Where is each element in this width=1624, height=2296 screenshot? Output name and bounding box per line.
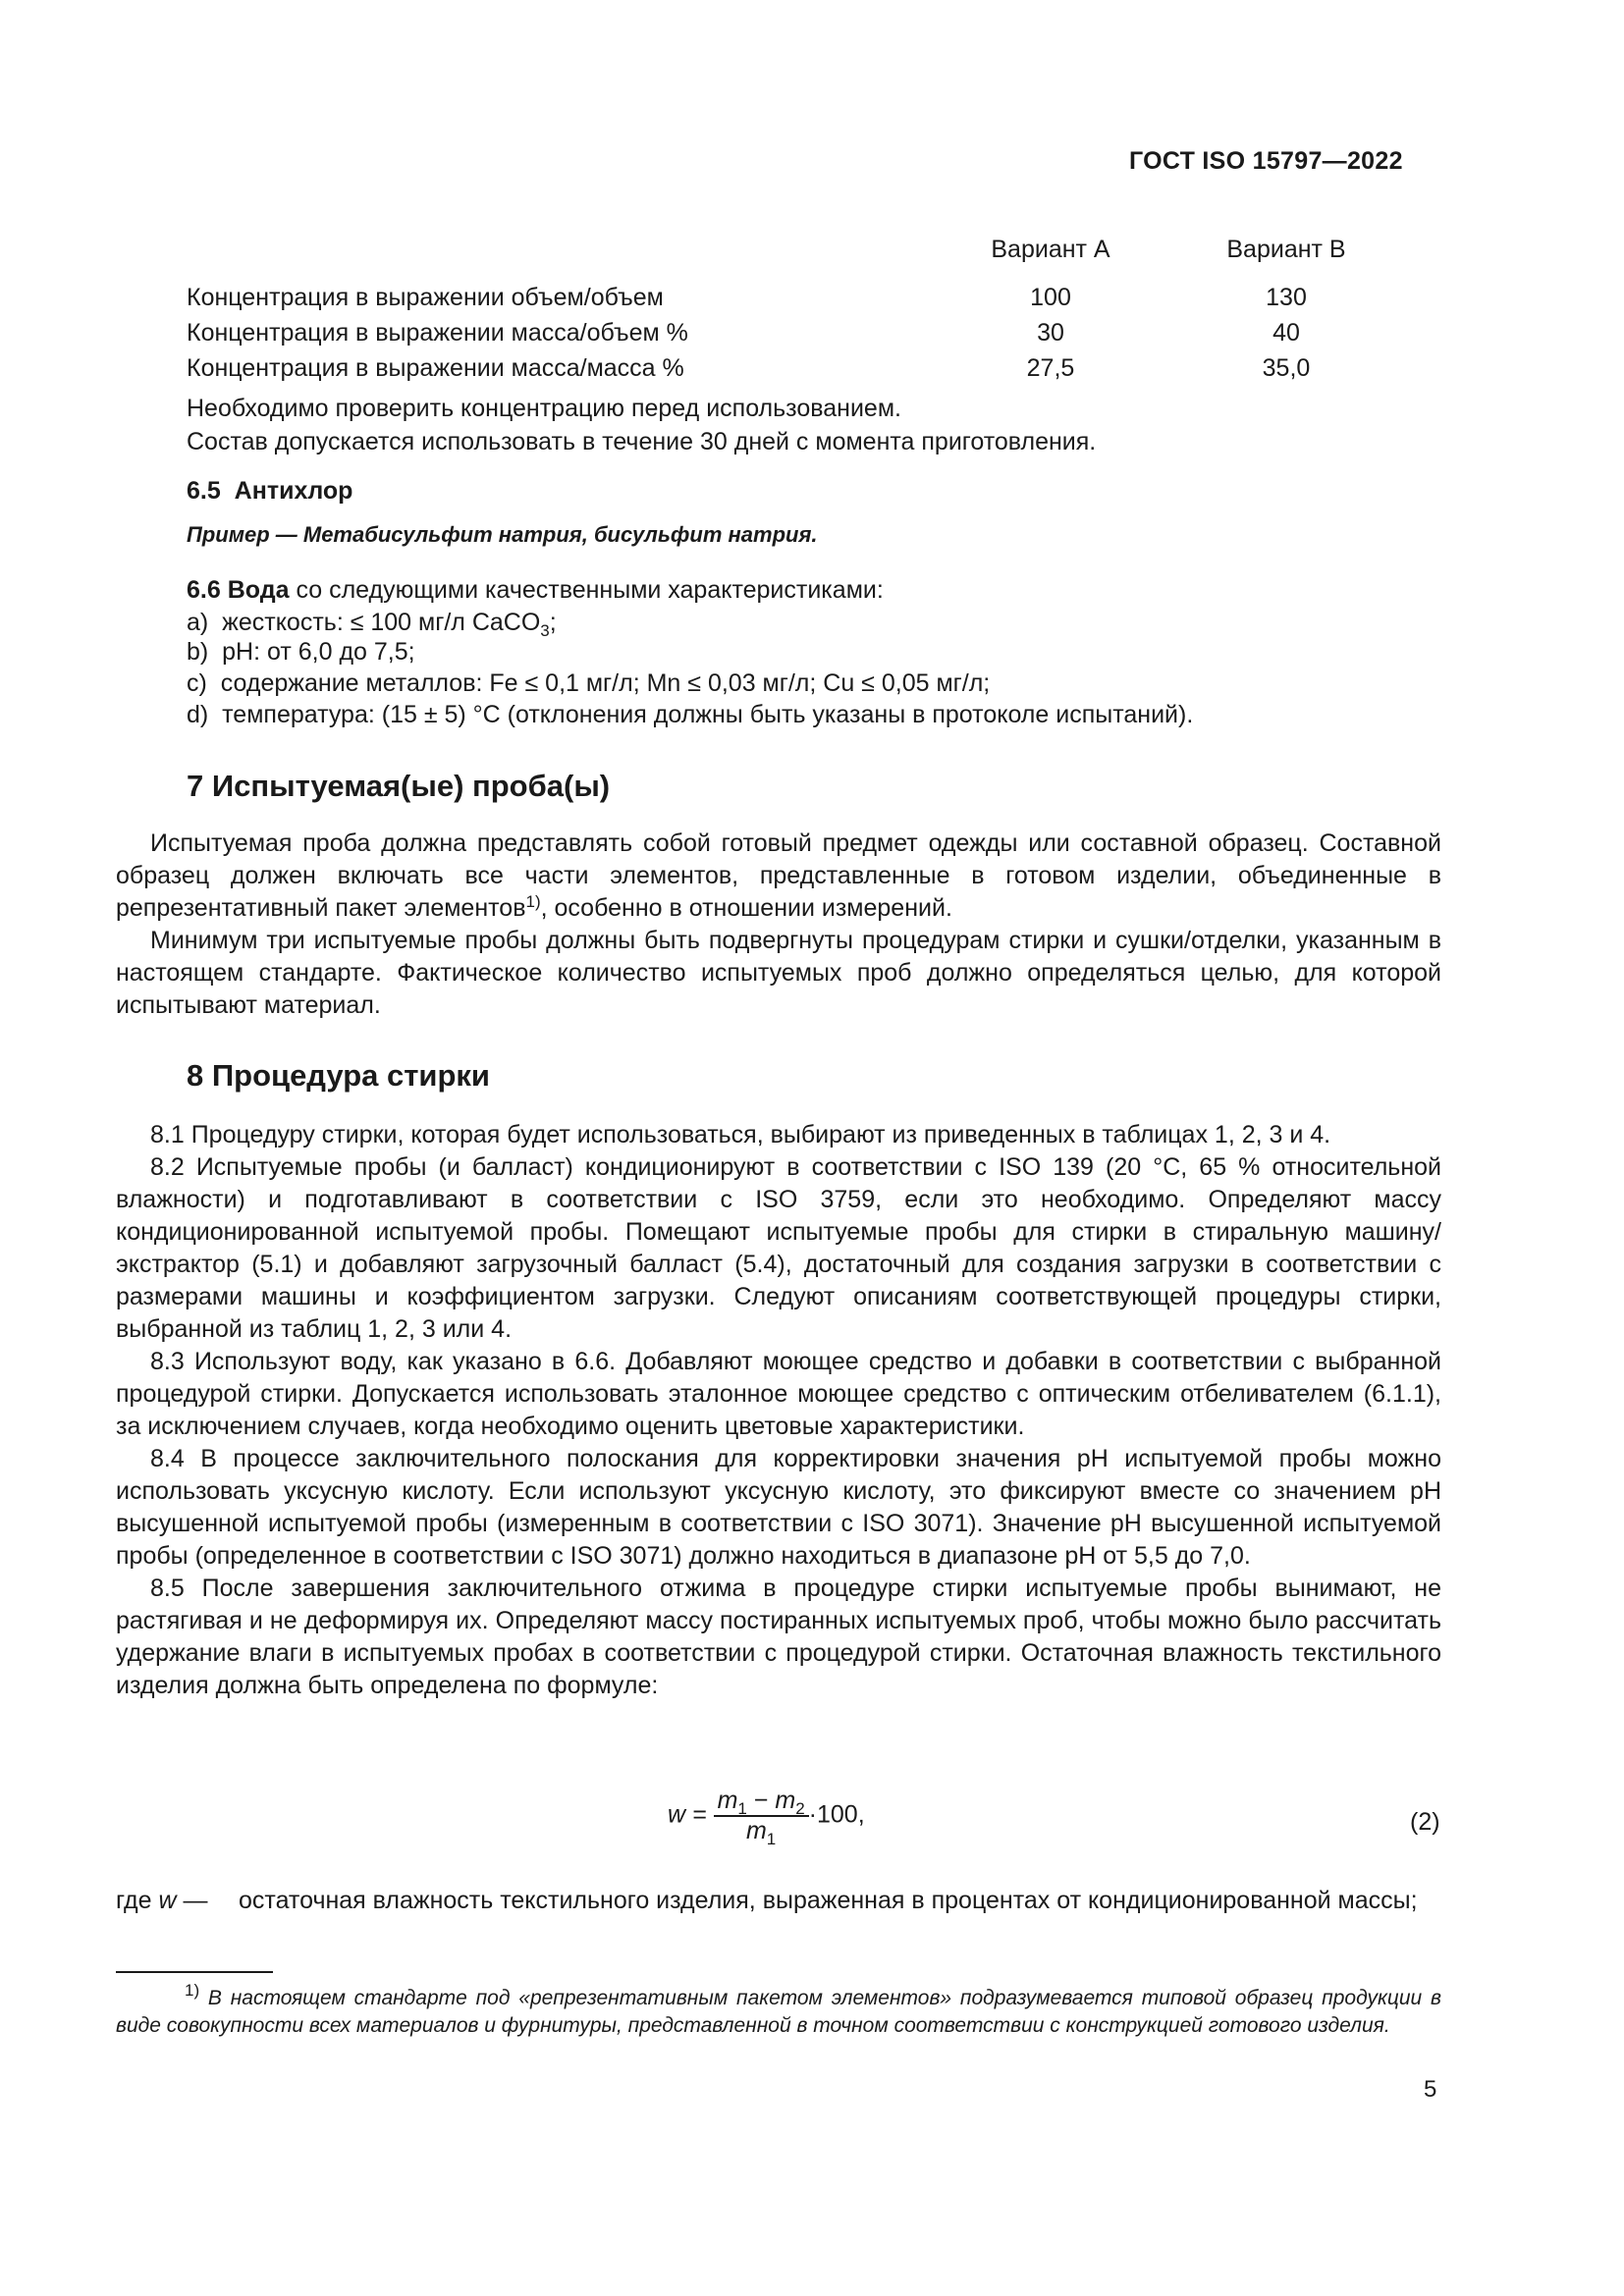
- list-marker: b): [187, 638, 209, 666]
- paragraph-8-1: 8.1 Процедуру стирки, которая будет использоваться, выбирают из приведенных в таблицах 1, 2, 3 и 4.: [150, 1121, 1331, 1148]
- column-header-variant-a: Вариант А: [991, 236, 1110, 263]
- table-cell-a: 100: [1030, 284, 1071, 311]
- footnote: [116, 1981, 1441, 2040]
- where-text: остаточная влажность текстильного изделия, выраженная в процентах от кондиционированной массы;: [239, 1887, 1418, 1914]
- var-m: m: [775, 1787, 796, 1814]
- formula-fraction: [714, 1787, 809, 1848]
- note-shelf-life: Состав допускается использовать в течение 30 дней с момента приготовления.: [187, 428, 1097, 455]
- list-text: температура: (15 ± 5) °C (отклонения должны быть указаны в протоколе испытаний).: [222, 701, 1194, 728]
- paragraph-8-3: 8.3 Используют воду, как указано в 6.6. Добавляют моющее средство и добавки в соответствии с выбранной процедурой стирки. Допускается использовать эталонное моющее средство с оптическим отбеливателем (6.1.1), за исключением случаев, когда необходимо оценить цветовые характеристики.: [116, 1348, 1441, 1440]
- where-word: где: [116, 1887, 152, 1914]
- column-header-variant-b: Вариант В: [1226, 236, 1346, 263]
- page-number: 5: [1424, 2076, 1437, 2103]
- section-title: Вода: [227, 576, 290, 604]
- section-intro-text: со следующими качественными характеристиками:: [289, 576, 884, 604]
- section-number: 6.5: [187, 477, 221, 505]
- list-text: жесткость: ≤ 100 мг/л CaCO: [222, 609, 541, 636]
- list-marker: a): [187, 609, 209, 636]
- note-check-concentration: Необходимо проверить концентрацию перед использованием.: [187, 395, 901, 422]
- list-tail: ;: [549, 609, 557, 636]
- section-7-heading: 7 Испытуемая(ые) проба(ы): [187, 769, 611, 803]
- formula-2: [668, 1787, 865, 1848]
- list-item: [187, 609, 557, 640]
- list-text: pH: от 6,0 до 7,5;: [222, 638, 415, 666]
- table-row-label: Концентрация в выражении объем/объем: [187, 284, 664, 311]
- var-m: m: [717, 1787, 738, 1814]
- where-variable: w: [158, 1887, 177, 1914]
- paragraph-text: Испытуемая проба должна представлять собой готовый предмет одежды или составной образец. Составной образец должен включать все части элементов, представленные в готовом изделии, объединенные в репрезентативный пакет элементов: [116, 829, 1441, 922]
- where-dash: —: [183, 1887, 208, 1914]
- table-cell-b: 130: [1266, 284, 1307, 311]
- list-marker: d): [187, 701, 209, 728]
- list-item: [187, 669, 990, 697]
- minus-sign: −: [746, 1787, 776, 1814]
- section-title: Антихлор: [234, 477, 353, 505]
- table-row-label: Концентрация в выражении масса/объем %: [187, 319, 688, 347]
- formula-tail: ·100,: [808, 1800, 865, 1829]
- footnote-text: [116, 1981, 1441, 2040]
- list-marker: c): [187, 669, 207, 697]
- paragraph-8-2: 8.2 Испытуемые пробы (и балласт) кондиционируют в соответствии с ISO 139 (20 °C, 65 % относительной влажности) и подготавливают в соответствии с ISO 3759, если это необходимо. Определяют массу кондиционированной испытуемой пробы. Помещают испытуемые пробы для стирки в стиральную машину/экстрактор (5.1) и добавляют загрузочный балласт (5.4), достаточный для создания загрузки в соответствии с размерами машины и коэффициентом загрузки. Следуют описаниям соответствующей процедуры стирки, выбранной из таблиц 1, 2, 3 или 4.: [116, 1153, 1441, 1343]
- footnote-body: В настоящем стандарте под «репрезентативным пакетом элементов» подразумевается типовой образец продукции в виде совокупности всех материалов и фурнитуры, представленной в точном соответствии с конструкцией готового изделия.: [116, 1987, 1441, 2037]
- subscript: 1: [766, 1830, 777, 1848]
- example-antichlor: Пример — Метабисульфит натрия, бисульфит натрия.: [187, 522, 818, 547]
- formula-numerator: [714, 1787, 809, 1817]
- formula-number: (2): [1410, 1808, 1440, 1836]
- paragraph: [116, 828, 1441, 925]
- table-cell-a: 27,5: [1026, 354, 1075, 382]
- table-cell-b: 35,0: [1262, 354, 1311, 382]
- list-item: [187, 638, 415, 666]
- paragraph-8-4: 8.4 В процессе заключительного полоскания для корректировки значения pH испытуемой пробы можно использовать уксусную кислоту. Если используют уксусную кислоту, это фиксируют вместе со значением pH высушенной испытуемой пробы (измеренным в соответствии с ISO 3071). Значение pH высушенной испытуемой пробы (определенное в соответствии с ISO 3071) должно находиться в диапазоне pH от 5,5 до 7,0.: [116, 1445, 1441, 1570]
- subscript: 3: [540, 621, 550, 640]
- footnote-separator: [116, 1971, 273, 1973]
- footnote-mark: 1): [185, 1981, 200, 2000]
- table-row-label: Концентрация в выражении масса/масса %: [187, 354, 684, 382]
- table-cell-a: 30: [1037, 319, 1064, 347]
- section-8-body: [116, 1119, 1441, 1702]
- section-8-heading: 8 Процедура стирки: [187, 1058, 490, 1093]
- list-item: [187, 701, 1193, 728]
- footnote-ref: 1): [525, 892, 541, 911]
- table-cell-b: 40: [1272, 319, 1300, 347]
- formula-lhs: w =: [668, 1800, 707, 1829]
- paragraph-8-5: 8.5 После завершения заключительного отжима в процедуре стирки испытуемые пробы вынимают, не растягивая и не деформируя их. Определяют массу постиранных испытуемых проб, чтобы можно было рассчитать удержание влаги в испытуемых пробах в соответствии с процедурой стирки. Остаточная влажность текстильного изделия должна быть определена по формуле:: [116, 1575, 1441, 1699]
- where-lead: [116, 1885, 207, 1917]
- var-m: m: [745, 1817, 767, 1844]
- formula-denominator: [714, 1817, 809, 1848]
- paragraph: Минимум три испытуемые пробы должны быть подвергнуты процедурам стирки и сушки/отделки, указанным в настоящем стандарте. Фактическое количество испытуемых проб должно определяться целью, для которой испытывают материал.: [116, 927, 1441, 1019]
- paragraph-text: , особенно в отношении измерений.: [540, 894, 952, 922]
- subscript: 2: [795, 1799, 805, 1818]
- subscript: 1: [737, 1799, 747, 1818]
- section-7-body: [116, 828, 1441, 1022]
- where-definition: [239, 1885, 1441, 1917]
- section-6-6-intro: [187, 574, 884, 607]
- list-text: содержание металлов: Fe ≤ 0,1 мг/л; Mn ≤ 0,03 мг/л; Cu ≤ 0,05 мг/л;: [220, 669, 991, 697]
- section-number: 6.6: [187, 576, 221, 604]
- document-code-header: ГОСТ ISO 15797—2022: [1129, 147, 1403, 175]
- section-6-5-heading: [187, 475, 352, 507]
